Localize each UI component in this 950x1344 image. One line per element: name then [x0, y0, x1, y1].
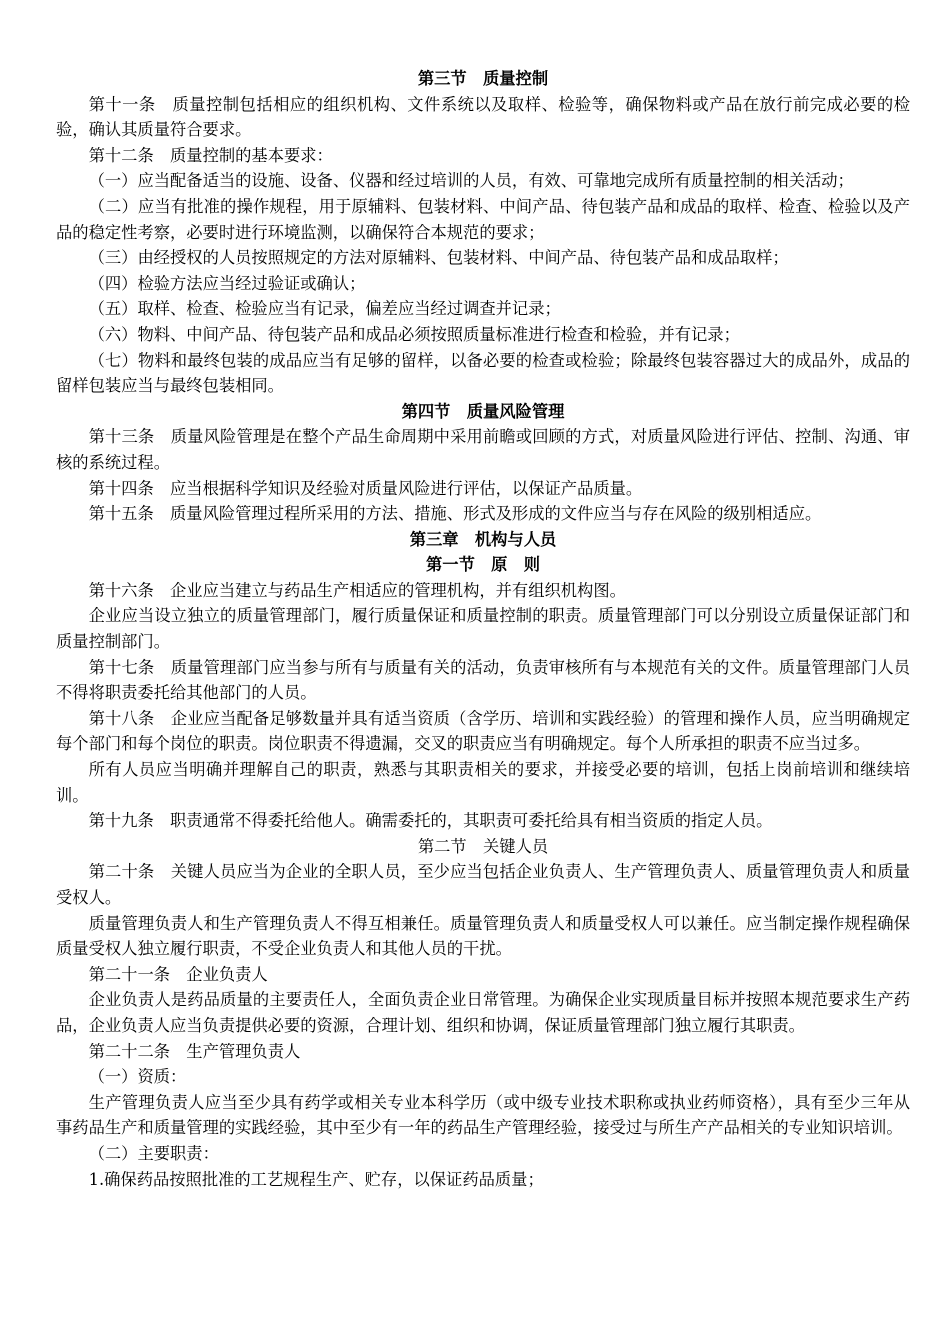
article-21: 第二十一条 企业负责人: [88, 964, 268, 984]
section-heading-principles: 第一节 原 则: [426, 555, 540, 575]
article-13: 第十三条 质量风险管理是在整个产品生命周期中采用前瞻或回顾的方式，对质量风险进行评估、控制、沟通、审核的系统过程。: [56, 427, 910, 472]
article-14: 第十四条 应当根据科学知识及经验对质量风险进行评估，以保证产品质量。: [88, 478, 643, 498]
article-22: 第二十二条 生产管理负责人: [88, 1041, 301, 1061]
article-20: 第二十条 关键人员应当为企业的全职人员，至少应当包括企业负责人、生产管理负责人、质量管理负责人和质量受权人。: [56, 862, 910, 907]
article-12-item-6: （六）物料、中间产品、待包装产品和成品必须按照质量标准进行检查和检验，并有记录；: [88, 324, 740, 344]
article-12-item-4: （四）检验方法应当经过验证或确认；: [88, 273, 366, 293]
article-16: 第十六条 企业应当建立与药品生产相适应的管理机构，并有组织机构图。: [88, 580, 626, 600]
article-18-para-2: 所有人员应当明确并理解自己的职责，熟悉与其职责相关的要求，并接受必要的培训，包括上岗前培训和继续培训。: [56, 760, 910, 805]
chapter-heading-organization: 第三章 机构与人员: [409, 529, 557, 549]
article-12-item-2: （二）应当有批准的操作规程，用于原辅料、包装材料、中间产品、待包装产品和成品的取样、检查、检验以及产品的稳定性考察，必要时进行环境监测，以确保符合本规范的要求；: [56, 196, 910, 242]
article-16-para-2: 企业应当设立独立的质量管理部门，履行质量保证和质量控制的职责。质量管理部门可以分别设立质量保证部门和质量控制部门。: [56, 606, 910, 652]
article-22-item-1: （一）资质：: [88, 1067, 187, 1087]
article-15: 第十五条 质量风险管理过程所采用的方法、措施、形式及形成的文件应当与存在风险的级别相适应。: [88, 504, 822, 524]
section-heading-quality-control: 第三节 质量控制: [417, 69, 549, 88]
article-21-para-2: 企业负责人是药品质量的主要责任人，全面负责企业日常管理。为确保企业实现质量目标并按照本规范要求生产药品，企业负责人应当负责提供必要的资源，合理计划、组织和协调，保证质量管理部门独立履行其职责。: [56, 990, 910, 1035]
article-12-item-1: （一）应当配备适当的设施、设备、仪器和经过培训的人员，有效、可靠地完成所有质量控制的相关活动；: [88, 171, 854, 191]
article-22-item-1-text: 生产管理负责人应当至少具有药学或相关专业本科学历（或中级专业技术职称或执业药师资格），具有至少三年从事药品生产和质量管理的实践经验，其中至少有一年的药品生产管理经验，接受过与所生产产品相关的专业知识培训。: [56, 1092, 910, 1138]
article-20-para-2: 质量管理负责人和生产管理负责人不得互相兼任。质量管理负责人和质量受权人可以兼任。应当制定操作规程确保质量受权人独立履行职责，不受企业负责人和其他人员的干扰。: [56, 913, 910, 959]
article-17: 第十七条 质量管理部门应当参与所有与质量有关的活动，负责审核所有与本规范有关的文件。质量管理部门人员不得将职责委托给其他部门的人员。: [56, 657, 910, 703]
article-12-item-3: （三）由经授权的人员按照规定的方法对原辅料、包装材料、中间产品、待包装产品和成品取样；: [88, 248, 789, 268]
section-heading-quality-risk: 第四节 质量风险管理: [401, 401, 565, 421]
article-12-item-7: （七）物料和最终包装的成品应当有足够的留样，以备必要的检查或检验；除最终包装容器过大的成品外，成品的留样包装应当与最终包装相同。: [56, 350, 910, 396]
article-19: 第十九条 职责通常不得委托给他人。确需委托的，其职责可委托给具有相当资质的指定人员。: [88, 811, 773, 831]
article-11: 第十一条 质量控制包括相应的组织机构、文件系统以及取样、检验等，确保物料或产品在放行前完成必要的检验，确认其质量符合要求。: [56, 94, 910, 140]
article-12-item-5: （五）取样、检查、检验应当有记录，偏差应当经过调查并记录；: [88, 299, 561, 319]
section-heading-key-personnel: 第二节 关键人员: [417, 836, 549, 856]
article-12: 第十二条 质量控制的基本要求：: [88, 145, 333, 165]
article-22-item-2-point-1: 1.确保药品按照批准的工艺规程生产、贮存，以保证药品质量；: [88, 1169, 544, 1189]
article-22-item-2: （二）主要职责：: [88, 1143, 219, 1163]
article-18: 第十八条 企业应当配备足够数量并具有适当资质（含学历、培训和实践经验）的管理和操作人员，应当明确规定每个部门和每个岗位的职责。岗位职责不得遗漏，交叉的职责应当有明确规定。每个人所承担的职责不应当过多。: [56, 708, 910, 754]
